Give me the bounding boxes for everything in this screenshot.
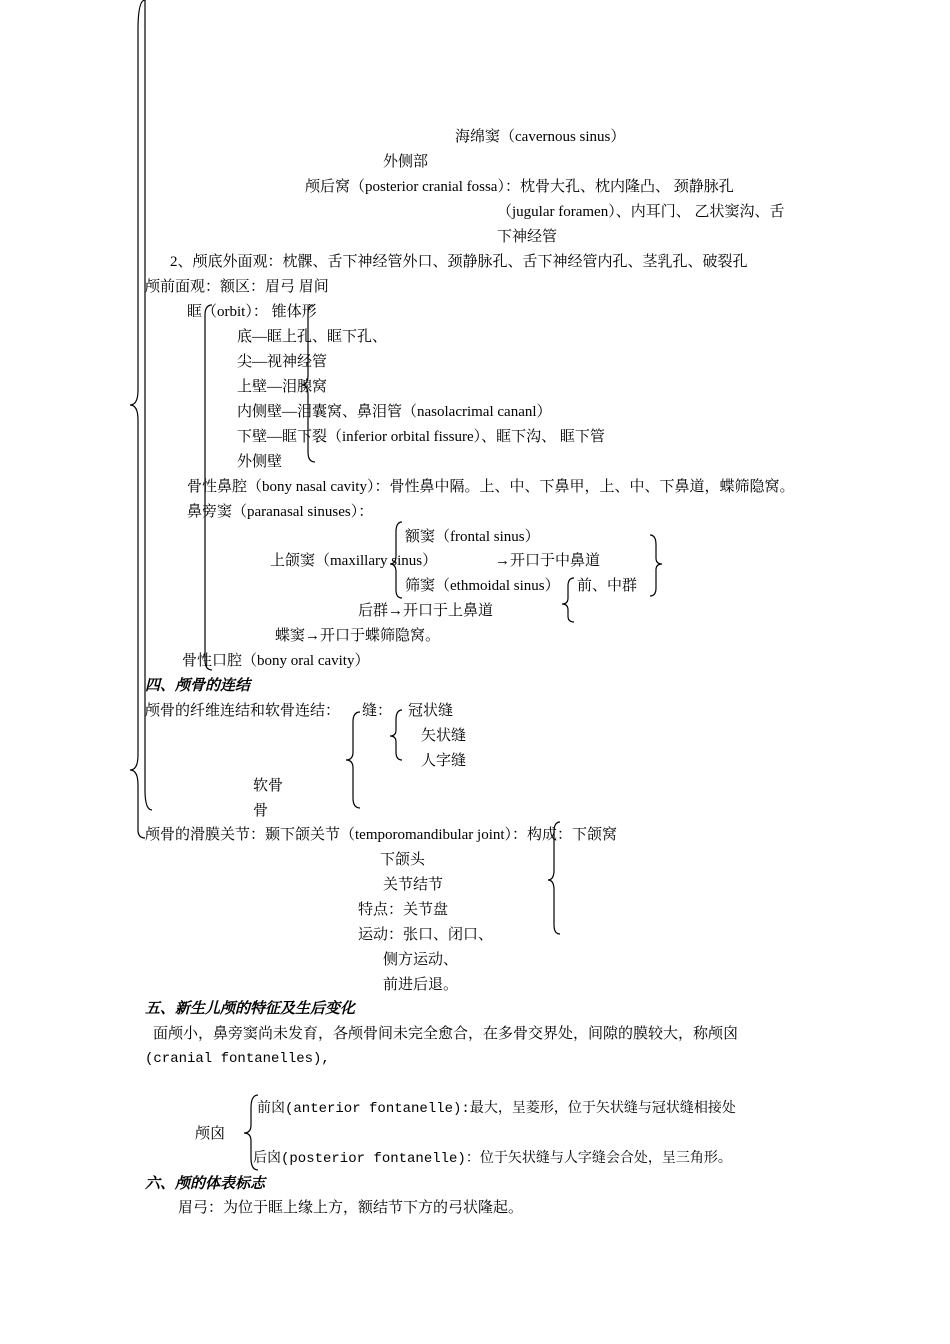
orbit-superior-wall: 上壁—泪腺窝: [237, 379, 328, 395]
bony-oral-cavity: 骨性口腔（bony oral cavity）: [182, 653, 370, 669]
paranasal-sinuses: 鼻旁窦（paranasal sinuses）：: [187, 504, 374, 520]
suture-label: 缝：: [362, 703, 393, 719]
orbit-lateral-wall: 外侧壁: [237, 454, 283, 470]
sphenoidal-sinus: 蝶窦→开口于蝶筛隐窝。: [275, 628, 441, 644]
cartilage-line2: 骨: [253, 803, 269, 819]
middle-meatus: →开口于中鼻道: [495, 553, 601, 569]
post-group: 后群→开口于上鼻道: [358, 603, 494, 619]
maxillary-sinus: 上颌窦（maxillary sinus）: [270, 553, 438, 569]
tmj-movement: 运动：张口、闭口、: [358, 927, 494, 943]
lambdoid-suture: 人字缝: [421, 753, 467, 769]
posterior-fossa-cont1: （jugular foramen）、内耳门、 乙状窦沟、舌: [497, 204, 785, 220]
posterior-fontanelle: 后囟(posterior fontanelle)：位于矢状缝与人字缝会合处，呈三角形。: [253, 1151, 732, 1167]
section5-para2: (cranial fontanelles),: [145, 1051, 330, 1067]
posterior-fossa-text: 颅后窝（posterior cranial fossa）：枕骨大孔、枕内隆凸、 颈静脉孔: [305, 179, 734, 195]
orbit-inferior-wall: 下壁—眶下裂（inferior orbital fissure）、眶下沟、 眶下管: [237, 429, 605, 445]
sagittal-suture: 矢状缝: [421, 728, 467, 744]
orbit-title: 眶（orbit）： 锥体形: [187, 304, 317, 320]
brow-arch-text: 眉弓：为位于眶上缘上方，额结节下方的弓状隆起。: [178, 1200, 524, 1216]
bony-nasal-cavity: 骨性鼻腔（bony nasal cavity）：骨性鼻中隔。上、中、下鼻甲，上、中、下鼻道，蝶筛隐窝。: [187, 479, 795, 495]
posterior-fossa-cont2: 下神经管: [497, 229, 558, 245]
ethmoid-brace: [562, 578, 574, 622]
sinus-right-brace: [650, 535, 662, 596]
tmj-feature: 特点：关节盘: [358, 902, 449, 918]
lateral-part-text: 外侧部: [383, 154, 429, 170]
cavernous-sinus-text: 海绵窦（cavernous sinus）: [455, 129, 626, 145]
section6-heading: 六、颅的体表标志: [145, 1176, 266, 1192]
outer-brace: [130, 0, 145, 838]
coronal-suture: 冠状缝: [408, 703, 454, 719]
tmj-protrusion: 前进后退。: [383, 977, 459, 993]
anterior-fontanelle: 前囟(anterior fontanelle):最大，呈菱形，位于矢状缝与冠状缝相接处: [257, 1101, 736, 1117]
ant-mid-group: 前、中群: [577, 578, 638, 594]
frontal-sinus: 额窦（frontal sinus）: [405, 529, 540, 545]
tmj-lateral-move: 侧方运动、: [383, 952, 459, 968]
section5-para1: 面颅小，鼻旁窦尚未发育，各颅骨间未完全愈合，在多骨交界处，间隙的膜较大，称颅囟: [153, 1026, 739, 1042]
orbit-base: 底—眶上孔、眶下孔、: [237, 329, 388, 345]
cartilage-line1: 软骨: [253, 778, 284, 794]
synovial-joint: 颅骨的滑膜关节：颞下颌关节（temporomandibular joint）：构成：下颌窝: [145, 827, 618, 843]
base-external-text: 2、颅底外面观：枕髁、舌下神经管外口、颈静脉孔、舌下神经管内孔、茎乳孔、破裂孔: [170, 254, 748, 270]
orbit-apex: 尖—视神经管: [237, 354, 328, 370]
fontanelle-label: 颅囟: [195, 1126, 226, 1142]
section5-heading: 五、新生儿颅的特征及生后变化: [145, 1001, 356, 1017]
articular-tubercle: 关节结节: [383, 877, 444, 893]
ethmoidal-sinus: 筛窦（ethmoidal sinus）: [405, 578, 560, 594]
fibrous-joints: 颅骨的纤维连结和软骨连结：: [145, 703, 341, 719]
mandible-head: 下颌头: [380, 852, 426, 868]
orbit-medial-wall: 内侧壁—泪囊窝、鼻泪管（nasolacrimal cananl）: [237, 404, 552, 420]
anterior-view-text: 颅前面观：额区：眉弓 眉间: [145, 279, 329, 295]
section4-heading: 四、颅骨的连结: [145, 678, 251, 694]
suture-outer-brace: [346, 712, 360, 808]
